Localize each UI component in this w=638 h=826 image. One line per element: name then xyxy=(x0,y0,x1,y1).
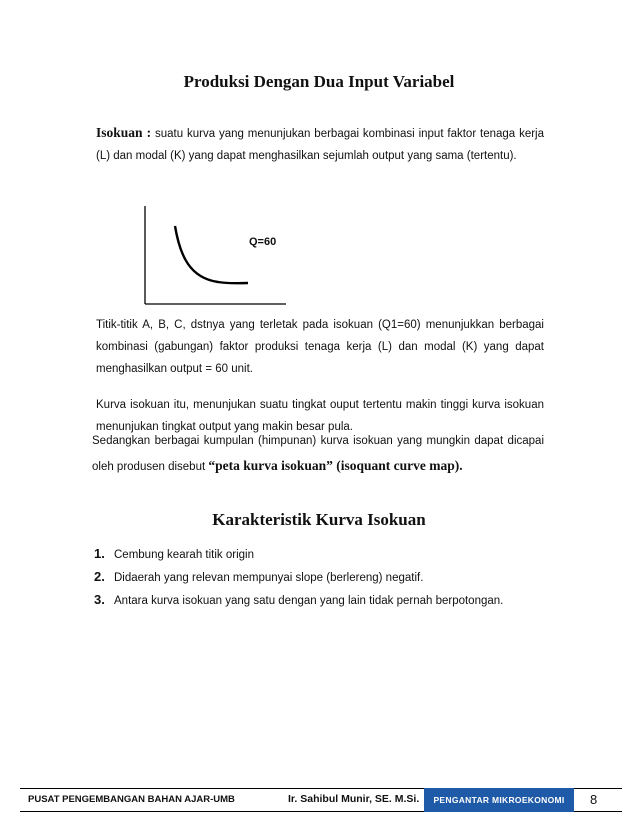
isokuan-term: Isokuan : xyxy=(96,125,152,140)
isokuan-definition xyxy=(96,122,544,167)
kurva-line-3: Sedangkan berbagai kumpulan (himpunan) kurva isokuan yang mungkin dapat dicapai xyxy=(92,435,544,447)
page-number: 8 xyxy=(590,792,598,807)
footer-course-badge: PENGANTAR MIKROEKONOMI xyxy=(424,788,574,812)
list-text: Antara kurva isokuan yang satu dengan yang lain tidak pernah berpotongan. xyxy=(114,595,504,607)
section-title: Karakteristik Kurva Isokuan xyxy=(212,510,426,529)
titik-line-1: Titik-titik A, B, C, dstnya yang terletak pada isokuan (Q1=60) menunjukkan berbagai xyxy=(96,319,544,331)
peta-kurva-term: “peta kurva isokuan” (isoquant curve map). xyxy=(208,458,463,473)
list-text: Cembung kearah titik origin xyxy=(114,549,254,561)
titik-paragraph xyxy=(96,314,544,380)
page-footer xyxy=(20,788,622,812)
kurva-line-2: menunjukan tingkat output yang makin besar pula. xyxy=(96,421,353,433)
list-number: 2. xyxy=(94,569,105,584)
list-number: 1. xyxy=(94,546,105,561)
curve-label: Q=60 xyxy=(249,236,277,248)
kurva-line-4-pre: oleh produsen disebut xyxy=(92,461,209,473)
isoquant-curve xyxy=(175,226,248,283)
isoquant-graph xyxy=(138,204,298,308)
isokuan-line-2: (L) dan modal (K) yang dapat menghasilkan sejumlah output yang sama (tertentu). xyxy=(96,150,517,162)
list-item xyxy=(94,569,423,584)
kurva-paragraph-b xyxy=(92,430,544,478)
list-item xyxy=(94,592,503,607)
kurva-line-1: Kurva isokuan itu, menunjukan suatu tingkat ouput tertentu makin tinggi kurva isokuan xyxy=(96,399,544,411)
titik-line-2: kombinasi (gabungan) faktor produksi tenaga kerja (L) dan modal (K) yang dapat xyxy=(96,341,544,353)
footer-author: Ir. Sahibul Munir, SE. M.Si. xyxy=(288,793,420,805)
footer-institution: PUSAT PENGEMBANGAN BAHAN AJAR-UMB xyxy=(28,794,235,805)
titik-line-3: menghasilkan output = 60 unit. xyxy=(96,363,253,375)
page-title: Produksi Dengan Dua Input Variabel xyxy=(183,72,455,91)
isokuan-line-1: suatu kurva yang menunjukan berbagai kombinasi input faktor tenaga kerja xyxy=(154,128,544,140)
list-text: Didaerah yang relevan mempunyai slope (berlereng) negatif. xyxy=(114,572,424,584)
list-item xyxy=(94,546,254,561)
list-number: 3. xyxy=(94,592,105,607)
